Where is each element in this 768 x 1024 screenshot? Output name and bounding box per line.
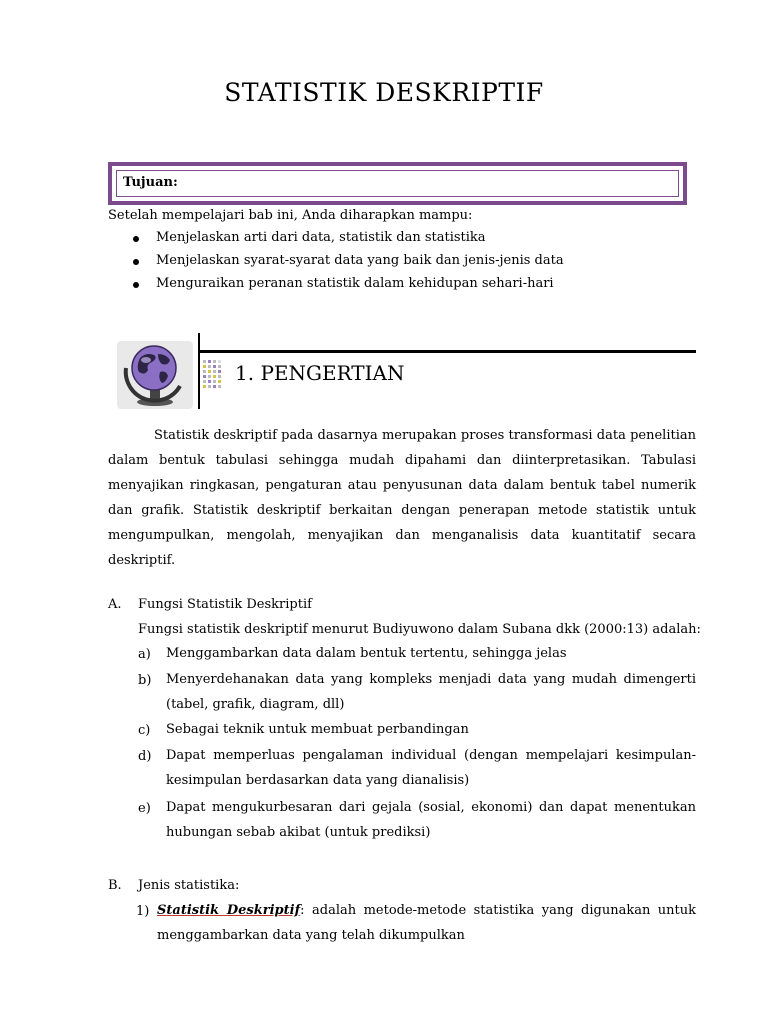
objective-label: Tujuan: bbox=[123, 175, 178, 190]
objective-bullet: Menjelaskan syarat-syarat data yang baik dan jenis-jenis data bbox=[156, 253, 564, 268]
objective-bullet: Menguraikan peranan statistik dalam kehidupan sehari-hari bbox=[156, 276, 554, 291]
bullet-icon bbox=[133, 236, 139, 242]
list-marker: c) bbox=[138, 723, 151, 738]
list-item bbox=[157, 898, 696, 948]
objective-box-inner bbox=[116, 170, 679, 197]
objective-box bbox=[108, 162, 687, 205]
section-paragraph bbox=[108, 423, 696, 573]
list-item: Menggambarkan data dalam bentuk tertentu, sehingga jelas bbox=[166, 646, 567, 661]
section-heading: 1. PENGERTIAN bbox=[235, 361, 405, 385]
bullet-icon bbox=[133, 282, 139, 288]
list-marker: d) bbox=[138, 749, 152, 764]
objective-intro: Setelah mempelajari bab ini, Anda diharapkan mampu: bbox=[108, 208, 473, 223]
bullet-icon bbox=[133, 259, 139, 265]
list-marker: e) bbox=[138, 801, 151, 816]
subsection-marker: B. bbox=[108, 878, 122, 893]
page-title: STATISTIK DESKRIPTIF bbox=[224, 78, 544, 107]
list-marker: b) bbox=[138, 673, 152, 688]
subsection-marker: A. bbox=[108, 597, 122, 612]
globe-icon bbox=[116, 340, 194, 410]
list-item: Sebagai teknik untuk membuat perbandingan bbox=[166, 722, 469, 737]
section-paragraph-text: Statistik deskriptif pada dasarnya merupakan proses transformasi data penelitian dalam bentuk tabulasi sehingga mudah dipahami dan diinterpretasikan. Tabulasi menyajikan ringkasan, pengaturan atau penyusunan data dalam bentuk tabel numerik dan grafik. Statistik deskriptif berkaitan dengan penerapan metode statistik untuk mengumpulkan, mengolah, menyajikan dan menganalisis data kuantitatif secara deskriptif. bbox=[108, 428, 696, 568]
header-horizontal-rule bbox=[198, 350, 696, 353]
subsection-title: Fungsi Statistik Deskriptif bbox=[138, 597, 312, 612]
objective-bullet: Menjelaskan arti dari data, statistik dan statistika bbox=[156, 230, 486, 245]
term-definition: : adalah metode-metode statistika yang digunakan untuk menggambarkan data yang telah dikumpulkan bbox=[157, 903, 696, 943]
list-item: Dapat mengukurbesaran dari gejala (sosial, ekonomi) dan dapat menentukan hubungan sebab akibat (untuk prediksi) bbox=[166, 800, 696, 840]
decorative-dot-grid-icon bbox=[203, 360, 227, 388]
list-marker: 1) bbox=[136, 904, 150, 919]
header-vertical-rule bbox=[198, 333, 200, 409]
list-item: Menyerdehanakan data yang kompleks menjadi data yang mudah dimengerti (tabel, grafik, diagram, dll) bbox=[166, 672, 696, 712]
subsection-title: Jenis statistika: bbox=[138, 878, 240, 893]
term-highlight: Statistik Deskriptif bbox=[157, 903, 301, 918]
list-marker: a) bbox=[138, 647, 151, 662]
list-item: Dapat memperluas pengalaman individual (dengan mempelajari kesimpulan-kesimpulan berdasarkan data yang dianalisis) bbox=[166, 748, 696, 788]
subsection-intro: Fungsi statistik deskriptif menurut Budiyuwono dalam Subana dkk (2000:13) adalah: bbox=[138, 622, 701, 637]
